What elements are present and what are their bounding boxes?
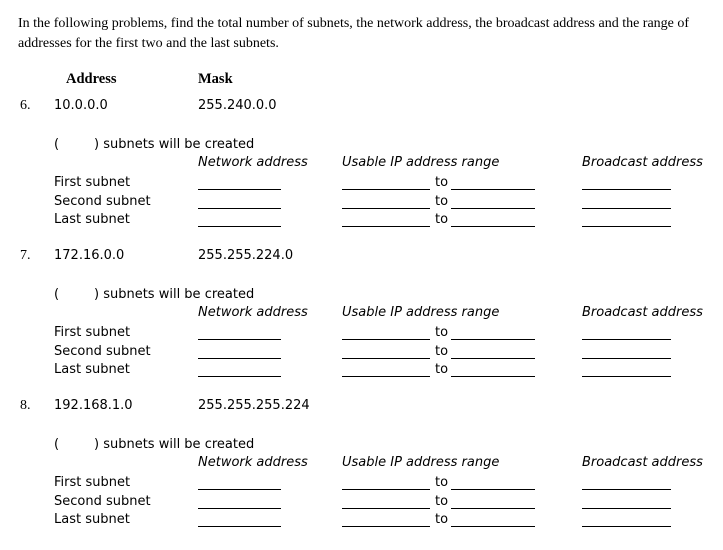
network-address-blank[interactable] <box>198 226 281 227</box>
subnet-row-label: Last subnet <box>54 512 130 527</box>
range-start-blank[interactable] <box>342 339 430 340</box>
subnet-row-label: Last subnet <box>54 212 130 227</box>
problem-address: 172.16.0.0 <box>54 248 125 263</box>
broadcast-address-blank[interactable] <box>582 208 671 209</box>
column-network-address: Network address <box>198 455 308 470</box>
column-broadcast-address: Broadcast address <box>582 455 703 470</box>
broadcast-address-blank[interactable] <box>582 339 671 340</box>
column-broadcast-address: Broadcast address <box>582 155 703 170</box>
range-to-label: to <box>435 362 449 377</box>
broadcast-address-blank[interactable] <box>582 189 671 190</box>
problem-number: 8. <box>20 398 31 413</box>
subnet-count-open-paren: ( <box>54 287 60 302</box>
range-end-blank[interactable] <box>451 226 535 227</box>
subnet-count-label: ) subnets will be created <box>94 287 255 302</box>
range-start-blank[interactable] <box>342 358 430 359</box>
problem-address: 192.168.1.0 <box>54 398 133 413</box>
subnet-row-label: Second subnet <box>54 344 151 359</box>
range-start-blank[interactable] <box>342 376 430 377</box>
problem-mask: 255.255.255.224 <box>198 398 310 413</box>
network-address-blank[interactable] <box>198 526 281 527</box>
subnet-count-label: ) subnets will be created <box>94 437 255 452</box>
address-header: Address <box>66 71 117 87</box>
range-to-label: to <box>435 512 449 527</box>
column-network-address: Network address <box>198 305 308 320</box>
network-address-blank[interactable] <box>198 208 281 209</box>
range-end-blank[interactable] <box>451 208 535 209</box>
network-address-blank[interactable] <box>198 489 281 490</box>
broadcast-address-blank[interactable] <box>582 376 671 377</box>
range-end-blank[interactable] <box>451 376 535 377</box>
subnet-row-label: Second subnet <box>54 194 151 209</box>
subnet-row-label: Second subnet <box>54 494 151 509</box>
network-address-blank[interactable] <box>198 339 281 340</box>
range-end-blank[interactable] <box>451 339 535 340</box>
network-address-blank[interactable] <box>198 189 281 190</box>
problem-mask: 255.240.0.0 <box>198 98 277 113</box>
mask-header: Mask <box>198 71 233 87</box>
range-start-blank[interactable] <box>342 226 430 227</box>
problem-number: 7. <box>20 248 31 263</box>
range-to-label: to <box>435 475 449 490</box>
range-to-label: to <box>435 325 449 340</box>
column-broadcast-address: Broadcast address <box>582 305 703 320</box>
subnet-row-label: Last subnet <box>54 362 130 377</box>
network-address-blank[interactable] <box>198 376 281 377</box>
range-end-blank[interactable] <box>451 189 535 190</box>
subnet-count-label: ) subnets will be created <box>94 137 255 152</box>
broadcast-address-blank[interactable] <box>582 508 671 509</box>
range-start-blank[interactable] <box>342 208 430 209</box>
range-end-blank[interactable] <box>451 508 535 509</box>
subnet-row-label: First subnet <box>54 325 131 340</box>
problem-number: 6. <box>20 98 31 113</box>
column-usable-range: Usable IP address range <box>342 455 500 470</box>
column-usable-range: Usable IP address range <box>342 155 500 170</box>
range-to-label: to <box>435 175 449 190</box>
range-end-blank[interactable] <box>451 358 535 359</box>
range-start-blank[interactable] <box>342 508 430 509</box>
instructions-text: In the following problems, find the total number of subnets, the network address, the broadcast address and the range of addresses for the first two and the last subnets. <box>18 16 690 51</box>
column-usable-range: Usable IP address range <box>342 305 500 320</box>
subnet-row-label: First subnet <box>54 475 131 490</box>
subnet-row-label: First subnet <box>54 175 131 190</box>
range-end-blank[interactable] <box>451 489 535 490</box>
subnet-count-open-paren: ( <box>54 437 60 452</box>
range-start-blank[interactable] <box>342 189 430 190</box>
range-to-label: to <box>435 194 449 209</box>
range-to-label: to <box>435 494 449 509</box>
network-address-blank[interactable] <box>198 508 281 509</box>
network-address-blank[interactable] <box>198 358 281 359</box>
problem-address: 10.0.0.0 <box>54 98 108 113</box>
problem-mask: 255.255.224.0 <box>198 248 294 263</box>
broadcast-address-blank[interactable] <box>582 526 671 527</box>
range-start-blank[interactable] <box>342 526 430 527</box>
broadcast-address-blank[interactable] <box>582 226 671 227</box>
range-end-blank[interactable] <box>451 526 535 527</box>
broadcast-address-blank[interactable] <box>582 489 671 490</box>
range-start-blank[interactable] <box>342 489 430 490</box>
range-to-label: to <box>435 344 449 359</box>
broadcast-address-blank[interactable] <box>582 358 671 359</box>
range-to-label: to <box>435 212 449 227</box>
subnet-count-open-paren: ( <box>54 137 60 152</box>
column-network-address: Network address <box>198 155 308 170</box>
